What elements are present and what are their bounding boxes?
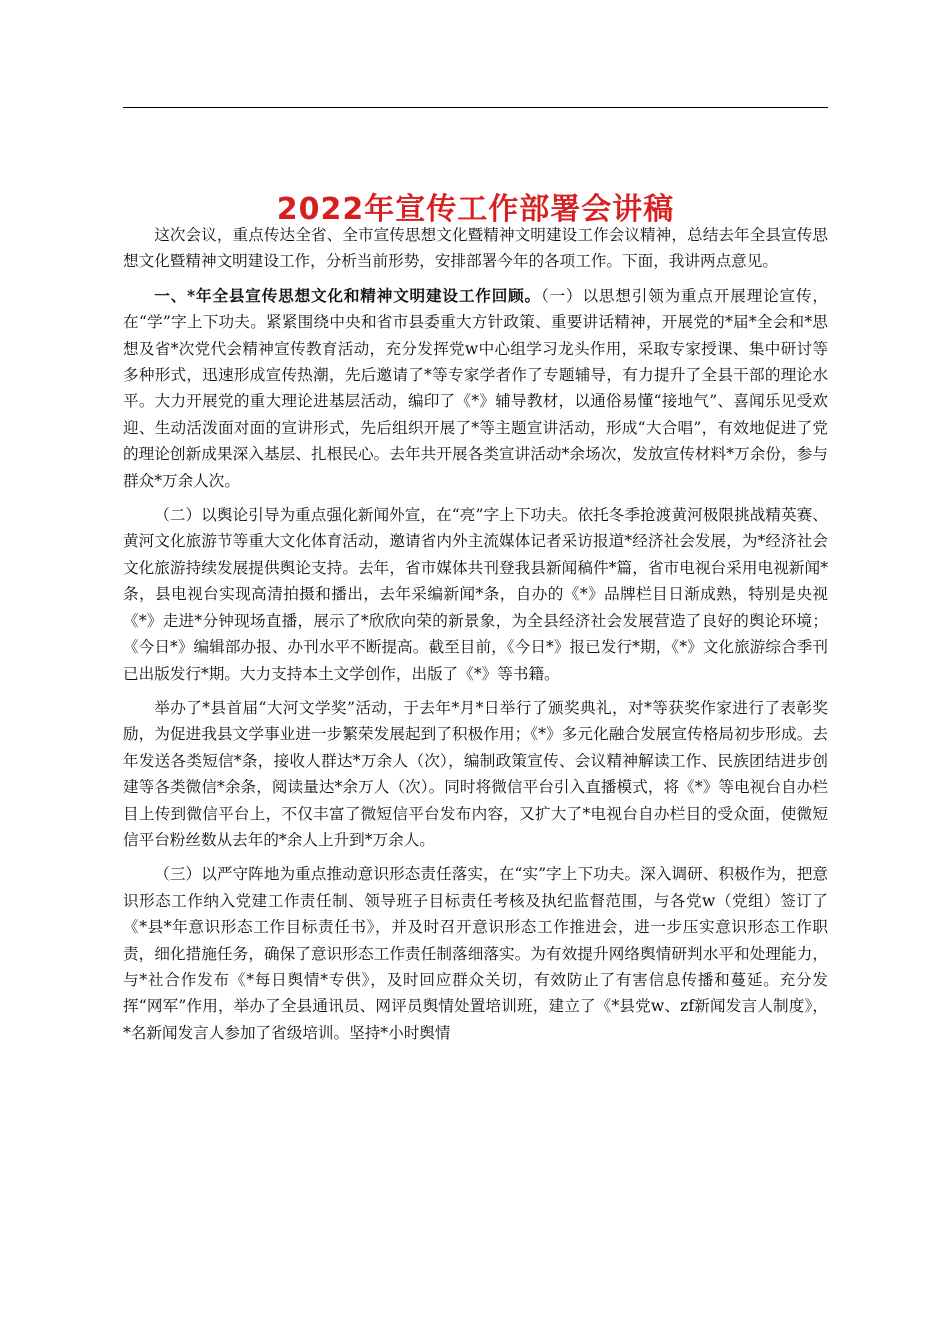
paragraph-section-one bbox=[123, 283, 828, 494]
paragraph-intro bbox=[123, 222, 828, 275]
document-body bbox=[123, 222, 828, 1054]
paragraph-ideology bbox=[123, 861, 828, 1046]
header-rule bbox=[123, 107, 828, 108]
document-title: 2022年宣传工作部署会讲稿 bbox=[276, 192, 675, 228]
paragraph-news-publicity bbox=[123, 502, 828, 687]
paragraph-text: 这次会议，重点传达全省、全市宣传思想文化暨精神文明建设工作会议精神，总结去年全县宣传思想文化暨精神文明建设工作，分析当前形势，安排部署今年的各项工作。下面，我讲两点意见。 bbox=[123, 226, 828, 271]
paragraph-text: 举办了*县首届“大河文学奖”活动，于去年*月*日举行了颁奖典礼，对*等获奖作家进行了表彰奖励，为促进我县文学事业进一步繁荣发展起到了积极作用；《*》多元化融合发展宣传格局初步形成。去年发送各类短信*条，接收人群达*万余人（次），编制政策宣传、会议精神解读工作、民族团结进步创建等各类微信*余条，阅读量达*余万人（次）。同时将微信平台引入直播模式，将《*》等电视台自办栏目上传到微信平台上，不仅丰富了微短信平台发布内容，又扩大了*电视台自办栏目的受众面，使微短信平台粉丝数从去年的*余人上升到*万余人。 bbox=[123, 698, 828, 849]
paragraph-text: （一）以思想引领为重点开展理论宣传，在“学”字上下功夫。紧紧围绕中央和省市县委重大方针政策、重要讲话精神，开展党的*届*全会和*思想及省*次党代会精神宣传教育活动，充分发挥党w中心组学习龙头作用，采取专家授课、集中研讨等多种形式，迅速形成宣传热潮，先后邀请了*等专家学者作了专题辅导，有力提升了全县干部的理论水平。大力开展党的重大理论进基层活动，编印了《*》辅导教材，以通俗易懂“接地气”、喜闻乐见受欢迎、生动活泼面对面的宣讲形式，先后组织开展了*等主题宣讲活动，形成“大合唱”，有效地促进了党的理论创新成果深入基层、扎根民心。去年共开展各类宣讲活动*余场次，发放宣传材料*万余份，参与群众*万余人次。 bbox=[123, 286, 828, 490]
paragraph-text: （三）以严守阵地为重点推动意识形态责任落实，在“实”字上下功夫。深入调研、积极作为，把意识形态工作纳入党建工作责任制、领导班子目标责任考核及执纪监督范围，与各党w（党组）签订了《*县*年意识形态工作目标责任书》，并及时召开意识形态工作推进会，进一步压实意识形态工作职责，细化措施任务，确保了意识形态工作责任制落细落实。为有效提升网络舆情研判水平和处理能力，与*社合作发布《*每日舆情*专供》，及时回应群众关切，有效防止了有害信息传播和蔓延。充分发挥“网军”作用，举办了全县通讯员、网评员舆情处置培训班，建立了《*县党w、zf新闻发言人制度》，*名新闻发言人参加了省级培训。坚持*小时舆情 bbox=[123, 865, 828, 1042]
section-heading: 一、*年全县宣传思想文化和精神文明建设工作回顾。 bbox=[154, 285, 541, 305]
paragraph-literature bbox=[123, 695, 828, 853]
paragraph-text: （二）以舆论引导为重点强化新闻外宣，在“亮”字上下功夫。依托冬季抢渡黄河极限挑战精英赛、黄河文化旅游节等重大文化体育活动，邀请省内外主流媒体记者采访报道*经济社会发展，为*经济社会文化旅游持续发展提供舆论支持。去年，省市媒体共刊登我县新闻稿件*篇，省市电视台采用电视新闻*条，县电视台实现高清拍摄和播出，去年采编新闻*条，自办的《*》品牌栏目日渐成熟，特别是央视《*》走进*分钟现场直播，展示了*欣欣向荣的新景象，为全县经济社会发展营造了良好的舆论环境；《今日*》编辑部办报、办刊水平不断提高。截至目前，《今日*》报已发行*期，《*》文化旅游综合季刊已出版发行*期。大力支持本土文学创作，出版了《*》等书籍。 bbox=[123, 506, 828, 683]
